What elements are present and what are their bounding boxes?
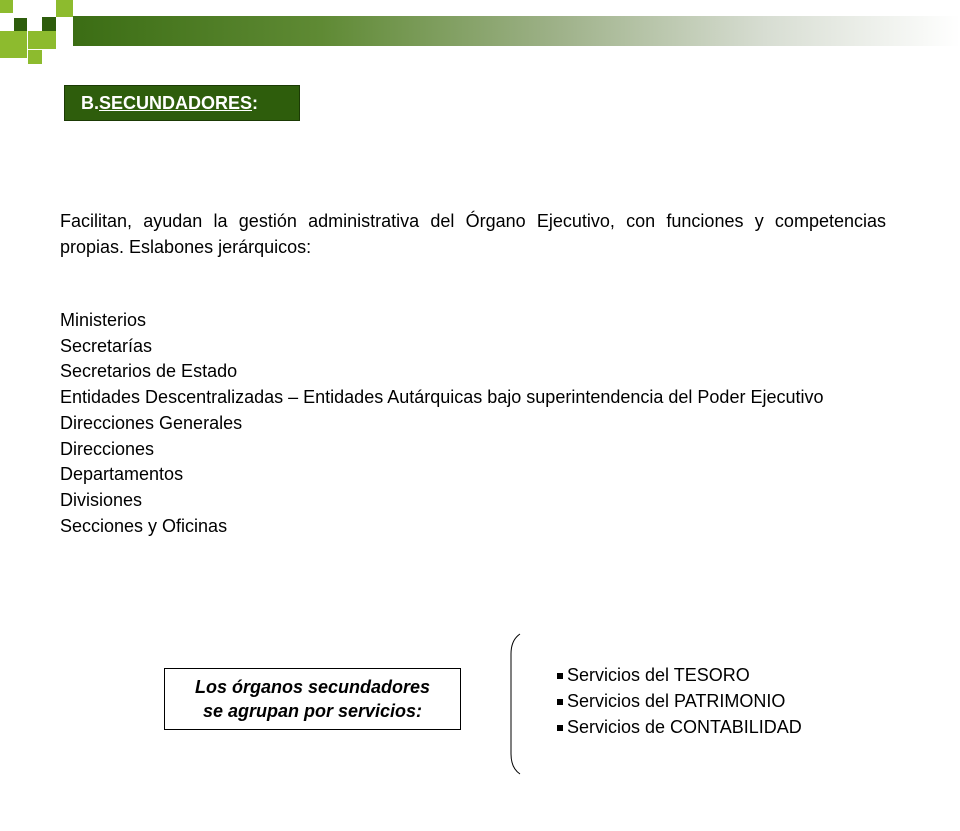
service-label: Servicios del PATRIMONIO — [567, 691, 786, 711]
decor-square — [0, 0, 13, 13]
list-item: Direcciones Generales — [60, 412, 243, 433]
list-item — [557, 688, 802, 714]
list-item — [557, 714, 802, 740]
title-suffix: : — [252, 92, 259, 113]
service-label: Servicios del TESORO — [567, 665, 750, 685]
decor-square — [0, 31, 27, 58]
callout-box — [164, 668, 461, 730]
decor-square — [28, 50, 42, 64]
header-gradient-bar — [73, 16, 960, 46]
list-item: Departamentos — [60, 464, 184, 485]
bullet-icon — [557, 673, 563, 679]
list-item: Entidades Descentralizadas – Entidades Autárquicas bajo superintendencia del Poder Ejecutivo — [60, 387, 824, 408]
decor-square — [13, 0, 30, 17]
title-main: SECUNDADORES — [99, 92, 253, 113]
section-title — [64, 85, 300, 121]
callout-line-2: se agrupan por servicios: — [202, 701, 423, 721]
intro-paragraph: Facilitan, ayudan la gestión administrativa del Órgano Ejecutivo, con funciones y competencias propias. Eslabones jerárquicos: — [60, 211, 886, 257]
decor-square — [56, 0, 73, 17]
list-item: Secretarios de Estado — [60, 361, 238, 382]
list-item — [557, 662, 802, 688]
bullet-icon — [557, 699, 563, 705]
list-item: Divisiones — [60, 489, 143, 510]
callout-line-1: Los órganos secundadores — [194, 677, 431, 697]
bullet-icon — [557, 725, 563, 731]
list-item: Direcciones — [60, 438, 155, 459]
list-item: Secretarías — [60, 335, 153, 356]
services-list — [557, 662, 802, 740]
decor-square — [14, 18, 27, 31]
list-item: Secciones y Oficinas — [60, 515, 228, 536]
decor-square — [42, 17, 56, 31]
list-item: Ministerios — [60, 310, 147, 330]
decor-square — [28, 31, 56, 49]
title-prefix: B. — [81, 92, 99, 113]
hierarchy-list — [60, 308, 886, 539]
service-label: Servicios de CONTABILIDAD — [567, 717, 802, 737]
brace-icon — [506, 632, 522, 776]
